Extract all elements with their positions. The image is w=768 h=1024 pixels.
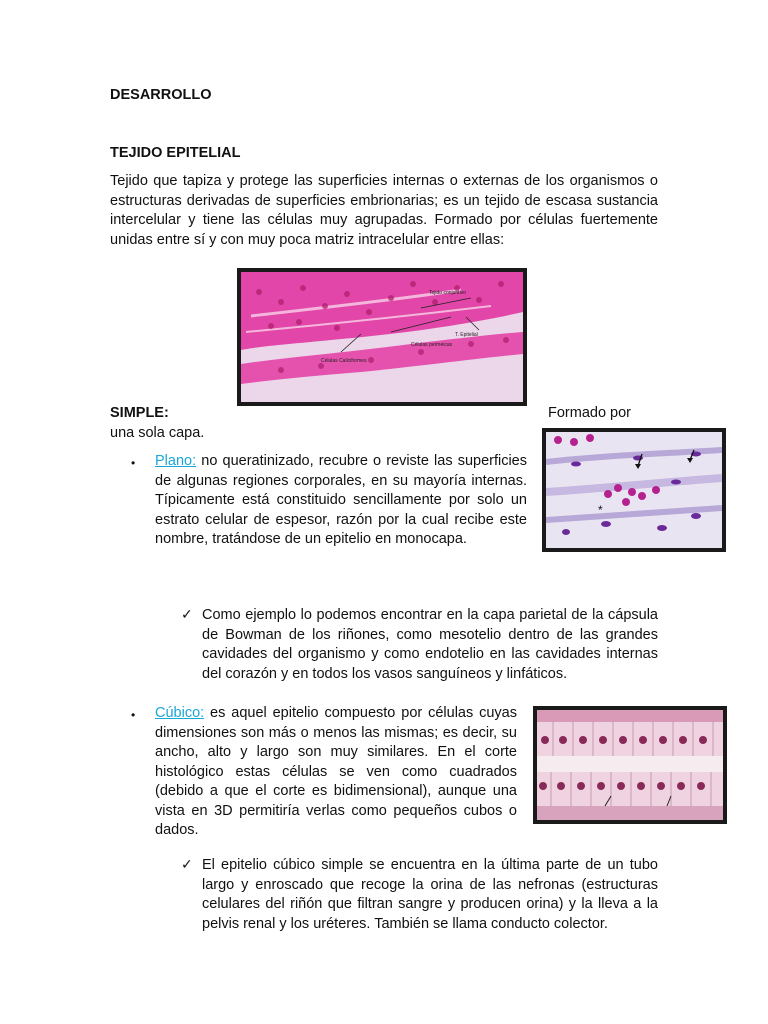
- intro-paragraph: Tejido que tapiza y protege las superficies internas o externas de los organismos o estructuras derivadas de superficies embrionarias; es un tejido de escasa sustancia intercelular y tiene las células muy agrupadas. Formado por células fuertemente unidas entre sí y con muy poca matriz intracelular entre ellas:: [110, 173, 658, 248]
- figure1-label-conjuntivo: Tejido conjuntivo: [429, 290, 466, 296]
- check-icon: ✓: [181, 856, 193, 872]
- check-icon: ✓: [181, 606, 193, 622]
- bullet-cubico: •: [131, 708, 136, 722]
- cubico-paragraph: [155, 704, 517, 841]
- cubico-link[interactable]: Cúbico:: [155, 705, 205, 721]
- cubico-text: es aquel epitelio compuesto por células cuyas dimensiones son más o menos las mismas; es decir, su ancho, alto y largo son muy similares. En el corte histológico estas células se ven como cuadrados (debido a que el corte es bidimensional), aunque una vista en 3D permitiría verlas como pequeños cubos o dados.: [155, 705, 517, 838]
- heading-simple: SIMPLE:: [110, 405, 169, 421]
- simple-cuboidal-micrograph: [533, 706, 727, 824]
- plano-example: Como ejemplo lo podemos encontrar en la capa parietal de la cápsula de Bowman de los riñones, como mesotelio dentro de las grandes cavidades del organismo y como endotelio en las cavidades internas del corazón y en todos los vasos sanguíneos y linfáticos.: [202, 607, 658, 682]
- simple-right-text: Formado por: [548, 405, 632, 421]
- epithelial-tissue-micrograph: [237, 268, 527, 406]
- heading-tejido-epitelial: TEJIDO EPITELIAL: [110, 145, 241, 161]
- bullet-plano: •: [131, 456, 136, 470]
- plano-paragraph: [155, 452, 527, 550]
- figure1-label-epitelial: T. Epitelial: [455, 332, 478, 338]
- simple-squamous-micrograph: [542, 428, 726, 552]
- simple-second-line: una sola capa.: [110, 425, 205, 441]
- cubico-example: El epitelio cúbico simple se encuentra en la última parte de un tubo largo y enroscado que recoge la orina de las nefronas (estructuras celulares del riñón que filtran sangre y producen orina) y la lleva a la pelvis renal y los uréteres. También se llama conducto colector.: [202, 857, 658, 932]
- figure1-label-caliciformes: Células Caliciformes: [321, 358, 367, 364]
- figure2-asterisk: *: [598, 503, 603, 517]
- heading-desarrollo: DESARROLLO: [110, 87, 212, 103]
- figure1-label-permeicas: Células permeicas: [411, 342, 453, 348]
- plano-link[interactable]: Plano:: [155, 453, 197, 469]
- plano-text: no queratinizado, recubre o reviste las superficies de algunas regiones corporales, en su mayoría internas. Típicamente está constituido sencillamente por solo un estrato celular de espesor, razón por la cual recibe este nombre, tratándose de un epitelio en monocapa.: [155, 453, 527, 547]
